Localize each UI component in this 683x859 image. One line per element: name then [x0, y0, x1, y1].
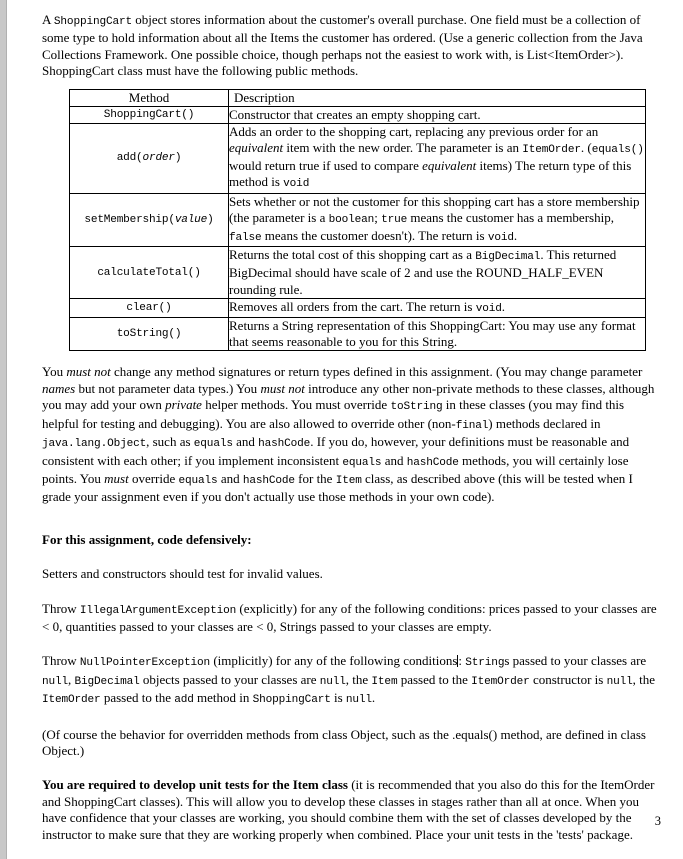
sig-code: hashCode [242, 474, 295, 487]
code-shoppingcart: ShoppingCart [53, 16, 133, 28]
sig-text: , such as [146, 434, 194, 450]
sig-text: but not parameter data types.) You [75, 380, 261, 396]
sig-code: toString [390, 401, 443, 414]
sig-text: change any method signatures or return types defined in this assignment. (You may change parameter [110, 364, 643, 380]
null-code: BigDecimal [74, 675, 140, 688]
desc-text: . [501, 298, 505, 314]
desc-text: . [513, 228, 518, 244]
sig-text: You [42, 364, 67, 380]
spacer [42, 351, 661, 364]
desc-code: true [381, 213, 408, 226]
spacer [42, 644, 661, 653]
column-header-description: Description [229, 89, 646, 106]
null-text: , the [345, 671, 372, 687]
null-text: method in [193, 690, 253, 706]
null-text: , [68, 671, 75, 687]
method-description-add [229, 123, 646, 193]
desc-code: void [487, 232, 514, 245]
spacer [42, 768, 661, 777]
setters-paragraph: Setters and constructors should test for invalid values. [42, 566, 323, 582]
add-suffix: ) [174, 152, 182, 165]
unit-tests-bold: You are required to develop unit tests for the Item class [42, 777, 348, 793]
null-code: ItemOrder [42, 694, 101, 707]
sig-italic: private [165, 397, 202, 413]
document-page [7, 0, 683, 859]
method-name-calculatetotal: calculateTotal() [70, 247, 229, 299]
add-param: order [142, 152, 175, 165]
table-row [70, 298, 646, 317]
column-header-method: Method [70, 89, 229, 106]
method-name-add [70, 123, 229, 193]
method-description-tostring [229, 318, 646, 351]
method-name-constructor: ShoppingCart() [70, 106, 229, 123]
null-code: String [465, 657, 505, 670]
desc-text: . This returned BigDecimal should have scale of 2 and use the ROUND_HALF_EVEN rounding rule. [229, 247, 617, 297]
spacer [42, 515, 661, 532]
null-text: : [458, 653, 466, 669]
intro-seg1: A [42, 12, 54, 27]
defensive-heading: For this assignment, code defensively: [42, 531, 252, 547]
desc-text: would return true if used to compare [229, 158, 423, 174]
desc-text: Removes all orders from the cart. The return is [229, 298, 476, 314]
null-code: add [174, 694, 194, 707]
sig-code: final [455, 419, 489, 432]
method-name-tostring: toString() [70, 318, 229, 351]
intro-paragraph [42, 12, 661, 80]
desc-code: boolean [328, 213, 375, 226]
methods-table [69, 89, 646, 352]
sig-code: equals [178, 474, 218, 487]
desc-text: means the customer doesn't). The return is [261, 228, 488, 244]
page-content [42, 12, 661, 852]
sig-italic: must not [260, 380, 305, 396]
table-row [70, 247, 646, 299]
table-row [70, 123, 646, 193]
sig-italic: must not [66, 364, 111, 380]
sig-text: ) methods declared in [488, 415, 601, 431]
desc-text: Returns the total cost of this shopping cart as a [229, 247, 476, 263]
sig-text: in these classes (you may find this helpful for testing and debugging). You are also allowed to override other (non- [42, 397, 625, 431]
sig-text: methods, you will certainly lose points. You [42, 452, 629, 486]
null-code: NullPointerException [79, 657, 211, 670]
sig-text: and [232, 434, 259, 450]
desc-text: Constructor that creates an empty shopping cart. [229, 106, 481, 122]
desc-text: Adds an order to the shopping cart, replacing any previous order for an [229, 123, 599, 139]
unit-tests-paragraph [42, 777, 661, 843]
desc-text: . ( [580, 140, 592, 156]
null-text: constructor is [529, 671, 607, 687]
sig-code: equals [342, 456, 382, 469]
unit-tests-text: (it is recommended that you also do this for the ItemOrder and ShoppingCart classes). This will allow you to develop these classes in stages rather than all at once. When you have confidence that your classes are working, you should combine them with the set of classes developed by the instructor to make sure that they are working properly when combined. Place your unit tests in the 'tests' package. [42, 777, 655, 842]
sig-code: equals [193, 438, 233, 451]
spacer [42, 557, 661, 566]
null-text: passed to the [397, 671, 472, 687]
desc-italic: equivalent [229, 140, 284, 156]
method-description-clear [229, 298, 646, 317]
sig-text: override [128, 470, 179, 486]
illegal-argument-paragraph [42, 601, 661, 636]
setmembership-prefix: setMembership( [84, 213, 175, 226]
method-description-constructor [229, 106, 646, 123]
sig-italic: must [104, 470, 129, 486]
null-text: (implicitly) for any of the following conditions [210, 653, 458, 669]
sig-text: class, as described above (this will be tested when I grade your assignment even if you don't actually use those methods in your own code). [42, 470, 633, 505]
desc-code: equals() [591, 144, 644, 157]
null-text: s passed to your classes are [504, 653, 647, 669]
intro-seg2: object stores information about the customer's overall purchase. One field must be a collection of some type to hold information about all the Items the customer has ordered. (Use a generic collection from the Java Collections Framework. One possible choice, though perhaps not the easiest to work with, is List<ItemOrder>). ShoppingCart class must have the following public methods. [42, 12, 643, 79]
null-code: null [42, 675, 69, 688]
null-code: Item [371, 675, 398, 688]
desc-text: means the customer has a membership, [407, 209, 614, 225]
of-course-paragraph: (Of course the behavior for overridden methods from class Object, such as the .equals() method, are defined in class Object.) [42, 726, 646, 758]
signatures-paragraph [42, 364, 661, 505]
sig-text: for the [294, 470, 336, 486]
illegal-text: Throw [42, 600, 80, 616]
sig-code: java.lang.Object [42, 438, 147, 451]
spacer [42, 718, 661, 727]
desc-text: items) The return type of this method is [229, 158, 632, 190]
method-name-clear: clear() [70, 298, 229, 317]
desc-code: false [229, 232, 262, 245]
sig-code: hashCode [406, 456, 459, 469]
null-code: ItemOrder [471, 675, 530, 688]
sig-code: Item [335, 474, 362, 487]
null-code: null [345, 694, 372, 707]
null-text: passed to the [100, 690, 175, 706]
desc-text: ; [374, 209, 382, 225]
sig-text: and [217, 470, 243, 486]
desc-text: item with the new order. The parameter is an [283, 140, 523, 156]
table-header-row [70, 89, 646, 106]
setmembership-param: value [174, 213, 208, 226]
method-description-setmembership [229, 193, 646, 247]
null-pointer-paragraph [42, 653, 661, 708]
null-text: . [371, 690, 376, 706]
null-code: ShoppingCart [252, 694, 331, 707]
method-name-setmembership [70, 193, 229, 247]
table-row [70, 106, 646, 123]
null-text: Throw [42, 653, 80, 669]
sig-text: . If you do, however, your definitions must be reasonable and consistent with each other; if you implement inconsistent [42, 434, 630, 468]
desc-code: void [475, 302, 502, 315]
table-row [70, 193, 646, 247]
sig-text: helper methods. You must override [201, 397, 391, 413]
add-prefix: add( [116, 152, 143, 165]
illegal-text: (explicitly) for any of the following conditions: prices passed to your classes are < 0, quantities passed to your classes are < 0, Strings passed to your classes are empty. [42, 600, 657, 634]
left-edge-rail [0, 0, 7, 859]
null-text: objects passed to your classes are [139, 671, 320, 687]
setmembership-suffix: ) [207, 213, 214, 226]
desc-italic: equivalent [422, 158, 477, 174]
desc-text: Sets whether or not the customer for this shopping cart has a store membership (the parameter is a [229, 193, 640, 225]
sig-text: introduce any other non-private methods to these classes, although you may add your own [42, 380, 655, 413]
desc-text: Returns a String representation of this ShoppingCart: You may use any format that seems reasonable to you for this String. [229, 318, 636, 350]
null-code: null [606, 675, 633, 688]
table-row [70, 318, 646, 351]
desc-code: ItemOrder [522, 144, 581, 157]
method-description-calculatetotal [229, 247, 646, 299]
sig-code: hashCode [258, 438, 311, 451]
null-code: null [319, 675, 346, 688]
illegal-code: IllegalArgumentException [79, 604, 237, 617]
spacer [42, 592, 661, 601]
sig-italic: names [42, 380, 76, 396]
desc-code: void [283, 178, 310, 191]
null-text: , the [632, 671, 656, 687]
desc-code: BigDecimal [475, 251, 541, 264]
sig-text: and [381, 452, 407, 468]
page-number: 3 [654, 814, 661, 828]
null-text: is [330, 690, 346, 706]
